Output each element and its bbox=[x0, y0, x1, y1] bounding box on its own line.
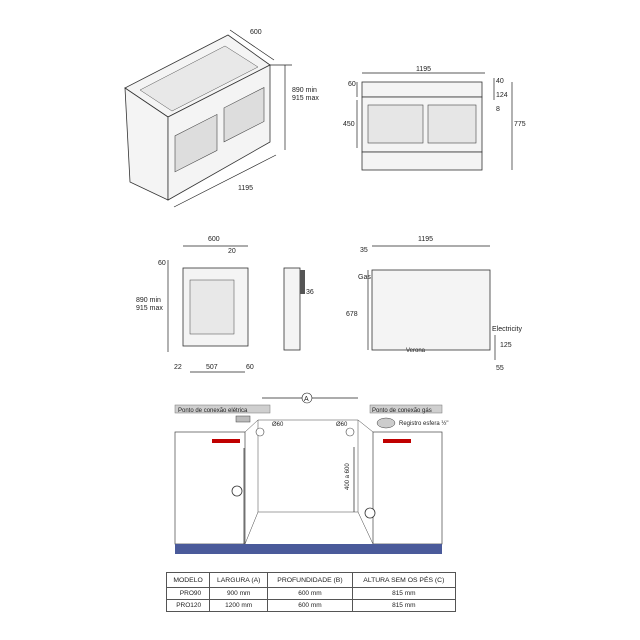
marker-a: A bbox=[304, 396, 309, 403]
side-back-gap: 20 bbox=[228, 248, 236, 255]
front-edge: 8 bbox=[496, 106, 500, 113]
side-front-offset: 60 bbox=[246, 364, 254, 371]
small-side-dim: 36 bbox=[306, 289, 314, 296]
front-view bbox=[343, 66, 526, 170]
floor bbox=[175, 544, 442, 554]
table-row bbox=[167, 588, 456, 600]
table-cell: 900 mm bbox=[210, 588, 268, 600]
persp-height-min: 890 min bbox=[292, 87, 317, 94]
electric-point-label: Ponto de conexão elétrica bbox=[178, 408, 248, 414]
gas-point bbox=[377, 418, 395, 428]
front-top-height: 40 bbox=[496, 78, 504, 85]
side-base-depth: 507 bbox=[206, 364, 218, 371]
rear-electricity-label: Electricity bbox=[492, 326, 522, 333]
front-oven-height: 450 bbox=[343, 121, 355, 128]
table-cell: 815 mm bbox=[352, 588, 455, 600]
spec-table bbox=[166, 572, 456, 612]
valve-icon bbox=[365, 508, 375, 518]
table-cell: 600 mm bbox=[268, 588, 352, 600]
rear-elec-height: 125 bbox=[500, 342, 512, 349]
rear-view bbox=[346, 236, 522, 372]
hole-right-label: Ø60 bbox=[336, 422, 348, 428]
marker-left bbox=[212, 439, 240, 443]
persp-width: 1195 bbox=[238, 185, 254, 192]
table-cell: 1200 mm bbox=[210, 600, 268, 612]
rear-width: 1195 bbox=[418, 236, 434, 243]
hole-left-label: Ø60 bbox=[272, 422, 284, 428]
table-header: PROFUNDIDADE (B) bbox=[268, 573, 352, 588]
front-control-height: 60 bbox=[348, 81, 356, 88]
table-header: ALTURA SEM OS PÉS (C) bbox=[352, 573, 455, 588]
side-depth: 600 bbox=[208, 236, 220, 243]
rear-gap: 35 bbox=[360, 247, 368, 254]
side-view bbox=[136, 236, 254, 372]
front-panel-height: 124 bbox=[496, 92, 508, 99]
side-top: 60 bbox=[158, 260, 166, 267]
table-cell: PRO90 bbox=[167, 588, 210, 600]
rear-gas-height: 678 bbox=[346, 311, 358, 318]
small-side-view bbox=[284, 268, 314, 350]
marker-right bbox=[383, 439, 411, 443]
table-cell: 600 mm bbox=[268, 600, 352, 612]
cabinet-right bbox=[373, 432, 442, 544]
persp-height-max: 915 max bbox=[292, 95, 319, 102]
table-header: LARGURA (A) bbox=[210, 573, 268, 588]
table-cell: 815 mm bbox=[352, 600, 455, 612]
socket-icon bbox=[232, 486, 242, 496]
side-foot-offset: 22 bbox=[174, 364, 182, 371]
table-row bbox=[167, 600, 456, 612]
table-header-row bbox=[167, 573, 456, 588]
table-cell: PRO120 bbox=[167, 600, 210, 612]
front-total-height: 775 bbox=[514, 121, 526, 128]
rear-gas-label: Gas bbox=[358, 274, 371, 281]
installation-view bbox=[175, 393, 449, 554]
rear-elec-side: 55 bbox=[496, 365, 504, 372]
valve-label: Registro esfera ½" bbox=[399, 421, 449, 427]
front-width: 1195 bbox=[416, 66, 432, 73]
hole-left bbox=[256, 428, 264, 436]
gas-point-label: Ponto de conexão gás bbox=[372, 408, 432, 414]
side-height-max: 915 max bbox=[136, 305, 163, 312]
vertical-range: 400 a 600 bbox=[345, 463, 351, 490]
table-header: MODELO bbox=[167, 573, 210, 588]
electric-box bbox=[236, 416, 250, 422]
hole-right bbox=[346, 428, 354, 436]
perspective-view bbox=[125, 29, 319, 207]
persp-depth: 600 bbox=[250, 29, 262, 36]
side-height-min: 890 min bbox=[136, 297, 161, 304]
rear-brand: Verona bbox=[406, 348, 426, 354]
